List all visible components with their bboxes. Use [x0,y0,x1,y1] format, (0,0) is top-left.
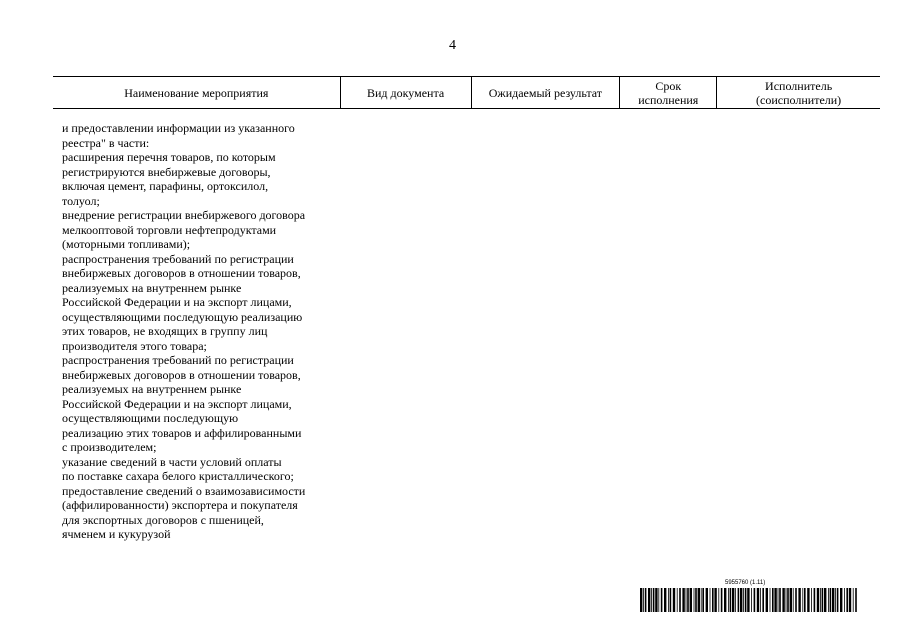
description-line: с производителем; [62,440,157,454]
description-line: ячменем и кукурузой [62,527,171,541]
header-executor [716,77,880,108]
table-header [53,76,880,109]
header-executor-line2: (соисполнители) [756,92,842,107]
description-line: толуол; [62,193,100,208]
page-number: 4 [449,38,456,53]
description-line: осуществляющими последующую реализацию [62,309,303,324]
description-line: распространения требований по регистрации [62,353,294,367]
description-line: мелкооптовой торговли нефтепродуктами [62,222,277,237]
description-line: предоставление сведений о взаимозависимости [62,483,306,498]
event-description [62,121,352,542]
description-line: Российской Федерации и на экспорт лицами, [62,396,292,411]
description-line: реализуемых на внутреннем рынке [62,280,242,295]
description-line: и предоставлении информации из указанного [62,121,295,135]
description-line: Российской Федерации и на экспорт лицами, [62,295,292,309]
header-event-name: Наименование мероприятия [124,85,269,100]
description-line: (моторными топливами); [62,237,191,251]
description-line: производителя этого товара; [62,338,207,353]
description-line: включая цемент, парафины, ортоксилол, [62,179,269,193]
description-line: внедрение регистрации внебиржевого договора [62,208,306,222]
description-line: распространения требований по регистрации [62,251,294,266]
description-line: (аффилированности) экспортера и покупателя [62,498,298,512]
description-line: для экспортных договоров с пшеницей, [62,512,264,527]
header-deadline-line2: исполнения [638,92,699,107]
description-line: реализацию этих товаров и аффилированными [62,425,302,440]
description-line: этих товаров, не входящих в группу лиц [62,324,268,338]
header-document-type: Вид документа [340,77,471,108]
header-expected-result: Ожидаемый результат [471,77,620,108]
description-line: регистрируются внебиржевые договоры, [62,164,271,179]
description-line: реализуемых на внутреннем рынке [62,382,242,396]
barcode-icon [640,588,860,612]
header-deadline-line1: Срок [655,78,682,93]
description-line: внебиржевых договоров в отношении товаров, [62,266,301,280]
header-executor-line1: Исполнитель [765,78,833,93]
description-line: указание сведений в части условий оплаты [62,454,282,469]
document-barcode [640,580,860,612]
header-deadline [619,77,716,108]
description-line: реестра" в части: [62,135,150,150]
barcode-label: 5955760 (1.11) [725,580,766,586]
description-line: по поставке сахара белого кристаллического; [62,469,294,483]
description-line: осуществляющими последующую [62,411,239,425]
description-line: расширения перечня товаров, по которым [62,150,276,164]
description-line: внебиржевых договоров в отношении товаров, [62,367,301,382]
